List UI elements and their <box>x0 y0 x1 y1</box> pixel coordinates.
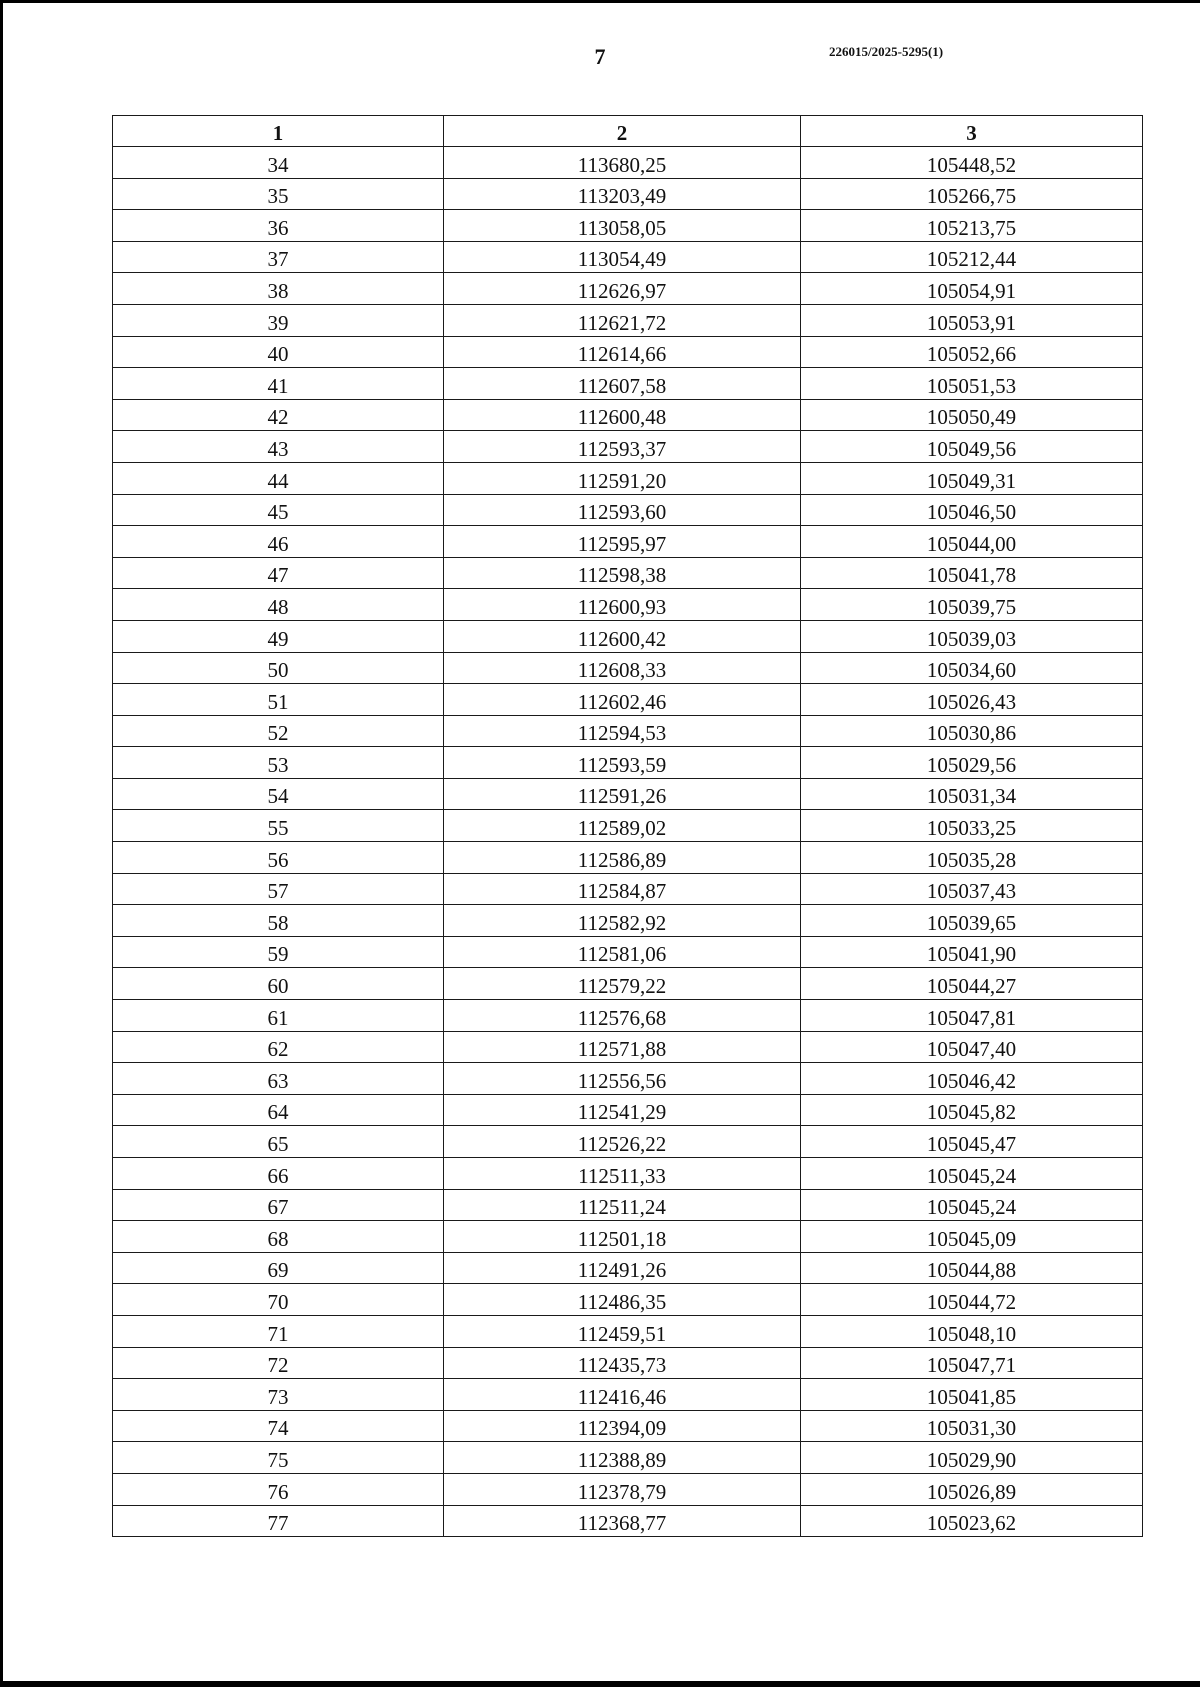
coordinate-x-cell: 113203,49 <box>444 178 801 210</box>
column-header-3: 3 <box>801 116 1143 147</box>
document-reference: 226015/2025-5295(1) <box>829 44 944 59</box>
table-row <box>113 336 1143 368</box>
coordinate-y-cell: 105051,53 <box>801 368 1143 400</box>
column-header-1: 1 <box>113 116 444 147</box>
coordinate-y-cell: 105047,71 <box>801 1347 1143 1379</box>
table-row <box>113 905 1143 937</box>
table-row <box>113 431 1143 463</box>
coordinate-x-cell: 112511,33 <box>444 1158 801 1190</box>
table-row <box>113 684 1143 716</box>
table-row <box>113 399 1143 431</box>
coordinate-y-cell: 105031,34 <box>801 778 1143 810</box>
table-row <box>113 589 1143 621</box>
table-row <box>113 1158 1143 1190</box>
point-number-cell: 61 <box>113 1000 444 1032</box>
coordinate-y-cell: 105047,40 <box>801 1031 1143 1063</box>
coordinate-x-cell: 112591,26 <box>444 778 801 810</box>
coordinate-y-cell: 105044,00 <box>801 526 1143 558</box>
table-row <box>113 526 1143 558</box>
point-number-cell: 41 <box>113 368 444 400</box>
table-row <box>113 1410 1143 1442</box>
table-row <box>113 1031 1143 1063</box>
coordinate-y-cell: 105035,28 <box>801 842 1143 874</box>
point-number-cell: 45 <box>113 494 444 526</box>
page-border-left <box>0 0 3 1687</box>
coordinate-x-cell: 112416,46 <box>444 1379 801 1411</box>
table-row <box>113 873 1143 905</box>
coordinate-x-cell: 112598,38 <box>444 557 801 589</box>
table-body <box>113 147 1143 1537</box>
coordinate-x-cell: 112602,46 <box>444 684 801 716</box>
coordinate-x-cell: 112571,88 <box>444 1031 801 1063</box>
point-number-cell: 59 <box>113 936 444 968</box>
table-row <box>113 462 1143 494</box>
coordinate-x-cell: 112582,92 <box>444 905 801 937</box>
coordinate-x-cell: 112607,58 <box>444 368 801 400</box>
table-row <box>113 747 1143 779</box>
coordinate-y-cell: 105048,10 <box>801 1315 1143 1347</box>
coordinate-x-cell: 112394,09 <box>444 1410 801 1442</box>
point-number-cell: 65 <box>113 1126 444 1158</box>
table-row <box>113 304 1143 336</box>
coordinate-x-cell: 113054,49 <box>444 241 801 273</box>
coordinate-y-cell: 105046,42 <box>801 1063 1143 1095</box>
point-number-cell: 57 <box>113 873 444 905</box>
point-number-cell: 70 <box>113 1284 444 1316</box>
coordinate-y-cell: 105213,75 <box>801 210 1143 242</box>
page-number: 7 <box>594 44 606 69</box>
coordinate-x-cell: 112593,37 <box>444 431 801 463</box>
coordinate-x-cell: 112378,79 <box>444 1473 801 1505</box>
coordinate-y-cell: 105050,49 <box>801 399 1143 431</box>
coordinate-x-cell: 112459,51 <box>444 1315 801 1347</box>
coordinate-x-cell: 112600,93 <box>444 589 801 621</box>
point-number-cell: 40 <box>113 336 444 368</box>
coordinate-y-cell: 105448,52 <box>801 147 1143 179</box>
point-number-cell: 69 <box>113 1252 444 1284</box>
coordinate-y-cell: 105266,75 <box>801 178 1143 210</box>
point-number-cell: 66 <box>113 1158 444 1190</box>
point-number-cell: 64 <box>113 1094 444 1126</box>
coordinate-y-cell: 105046,50 <box>801 494 1143 526</box>
table-row <box>113 1063 1143 1095</box>
coordinate-x-cell: 113058,05 <box>444 210 801 242</box>
table-row <box>113 494 1143 526</box>
table-row <box>113 1000 1143 1032</box>
table-row <box>113 241 1143 273</box>
coordinate-x-cell: 112600,48 <box>444 399 801 431</box>
coordinate-y-cell: 105029,56 <box>801 747 1143 779</box>
table-row <box>113 1284 1143 1316</box>
table-row <box>113 715 1143 747</box>
column-header-2: 2 <box>444 116 801 147</box>
coordinate-y-cell: 105026,43 <box>801 684 1143 716</box>
coordinate-y-cell: 105041,78 <box>801 557 1143 589</box>
coordinate-y-cell: 105039,65 <box>801 905 1143 937</box>
point-number-cell: 50 <box>113 652 444 684</box>
point-number-cell: 71 <box>113 1315 444 1347</box>
table-row <box>113 1126 1143 1158</box>
point-number-cell: 60 <box>113 968 444 1000</box>
coordinate-y-cell: 105052,66 <box>801 336 1143 368</box>
point-number-cell: 49 <box>113 620 444 652</box>
point-number-cell: 58 <box>113 905 444 937</box>
point-number-cell: 54 <box>113 778 444 810</box>
point-number-cell: 46 <box>113 526 444 558</box>
coordinate-x-cell: 112581,06 <box>444 936 801 968</box>
table-row <box>113 1252 1143 1284</box>
point-number-cell: 35 <box>113 178 444 210</box>
coordinate-y-cell: 105045,09 <box>801 1221 1143 1253</box>
point-number-cell: 73 <box>113 1379 444 1411</box>
coordinate-y-cell: 105045,47 <box>801 1126 1143 1158</box>
point-number-cell: 47 <box>113 557 444 589</box>
coordinate-y-cell: 105212,44 <box>801 241 1143 273</box>
point-number-cell: 75 <box>113 1442 444 1474</box>
coordinate-x-cell: 112600,42 <box>444 620 801 652</box>
table-header-row <box>113 116 1143 147</box>
coordinate-x-cell: 112486,35 <box>444 1284 801 1316</box>
table-row <box>113 557 1143 589</box>
coordinate-x-cell: 112388,89 <box>444 1442 801 1474</box>
coordinate-x-cell: 112591,20 <box>444 462 801 494</box>
point-number-cell: 76 <box>113 1473 444 1505</box>
point-number-cell: 72 <box>113 1347 444 1379</box>
coordinate-y-cell: 105034,60 <box>801 652 1143 684</box>
point-number-cell: 67 <box>113 1189 444 1221</box>
coordinate-y-cell: 105031,30 <box>801 1410 1143 1442</box>
coordinate-x-cell: 112593,59 <box>444 747 801 779</box>
coordinate-y-cell: 105029,90 <box>801 1442 1143 1474</box>
point-number-cell: 52 <box>113 715 444 747</box>
coordinate-y-cell: 105047,81 <box>801 1000 1143 1032</box>
coordinate-x-cell: 112595,97 <box>444 526 801 558</box>
coordinate-x-cell: 112621,72 <box>444 304 801 336</box>
coordinate-x-cell: 112576,68 <box>444 1000 801 1032</box>
page-border-top <box>0 0 1200 3</box>
table-row <box>113 368 1143 400</box>
table-row <box>113 778 1143 810</box>
coordinate-x-cell: 112511,24 <box>444 1189 801 1221</box>
coordinate-x-cell: 112579,22 <box>444 968 801 1000</box>
table-row <box>113 652 1143 684</box>
point-number-cell: 38 <box>113 273 444 305</box>
table-row <box>113 147 1143 179</box>
table-row <box>113 273 1143 305</box>
point-number-cell: 68 <box>113 1221 444 1253</box>
table-row <box>113 968 1143 1000</box>
point-number-cell: 51 <box>113 684 444 716</box>
table-row <box>113 178 1143 210</box>
coordinate-y-cell: 105049,56 <box>801 431 1143 463</box>
coordinate-x-cell: 112491,26 <box>444 1252 801 1284</box>
coordinate-x-cell: 112614,66 <box>444 336 801 368</box>
table-row <box>113 620 1143 652</box>
coordinate-y-cell: 105045,24 <box>801 1189 1143 1221</box>
coordinate-x-cell: 112526,22 <box>444 1126 801 1158</box>
coordinate-y-cell: 105045,24 <box>801 1158 1143 1190</box>
table-row <box>113 1442 1143 1474</box>
point-number-cell: 56 <box>113 842 444 874</box>
coordinates-table <box>112 115 1143 1537</box>
point-number-cell: 55 <box>113 810 444 842</box>
coordinate-x-cell: 112626,97 <box>444 273 801 305</box>
coordinate-x-cell: 112556,56 <box>444 1063 801 1095</box>
coordinate-y-cell: 105054,91 <box>801 273 1143 305</box>
coordinate-y-cell: 105041,90 <box>801 936 1143 968</box>
coordinate-x-cell: 112594,53 <box>444 715 801 747</box>
coordinate-x-cell: 112541,29 <box>444 1094 801 1126</box>
table-row <box>113 1505 1143 1537</box>
point-number-cell: 36 <box>113 210 444 242</box>
coordinate-x-cell: 113680,25 <box>444 147 801 179</box>
point-number-cell: 62 <box>113 1031 444 1063</box>
table-row <box>113 1189 1143 1221</box>
coordinate-y-cell: 105044,72 <box>801 1284 1143 1316</box>
table-row <box>113 1221 1143 1253</box>
coordinate-x-cell: 112584,87 <box>444 873 801 905</box>
coordinate-y-cell: 105023,62 <box>801 1505 1143 1537</box>
coordinate-y-cell: 105049,31 <box>801 462 1143 494</box>
coordinate-x-cell: 112586,89 <box>444 842 801 874</box>
point-number-cell: 53 <box>113 747 444 779</box>
coordinate-y-cell: 105044,88 <box>801 1252 1143 1284</box>
point-number-cell: 63 <box>113 1063 444 1095</box>
coordinate-y-cell: 105026,89 <box>801 1473 1143 1505</box>
point-number-cell: 43 <box>113 431 444 463</box>
coordinate-x-cell: 112501,18 <box>444 1221 801 1253</box>
page-border-bottom <box>0 1681 1200 1687</box>
coordinate-x-cell: 112608,33 <box>444 652 801 684</box>
coordinate-y-cell: 105053,91 <box>801 304 1143 336</box>
table-row <box>113 1315 1143 1347</box>
point-number-cell: 34 <box>113 147 444 179</box>
point-number-cell: 37 <box>113 241 444 273</box>
point-number-cell: 42 <box>113 399 444 431</box>
coordinate-y-cell: 105039,75 <box>801 589 1143 621</box>
coordinate-y-cell: 105039,03 <box>801 620 1143 652</box>
coordinate-y-cell: 105030,86 <box>801 715 1143 747</box>
table-row <box>113 842 1143 874</box>
point-number-cell: 44 <box>113 462 444 494</box>
table-row <box>113 810 1143 842</box>
point-number-cell: 48 <box>113 589 444 621</box>
coordinate-y-cell: 105045,82 <box>801 1094 1143 1126</box>
table-row <box>113 1379 1143 1411</box>
table-row <box>113 210 1143 242</box>
coordinate-y-cell: 105044,27 <box>801 968 1143 1000</box>
point-number-cell: 74 <box>113 1410 444 1442</box>
table-row <box>113 1094 1143 1126</box>
coordinate-y-cell: 105037,43 <box>801 873 1143 905</box>
table-row <box>113 936 1143 968</box>
point-number-cell: 39 <box>113 304 444 336</box>
coordinate-x-cell: 112589,02 <box>444 810 801 842</box>
table-row <box>113 1347 1143 1379</box>
coordinate-y-cell: 105041,85 <box>801 1379 1143 1411</box>
coordinate-x-cell: 112435,73 <box>444 1347 801 1379</box>
coordinate-y-cell: 105033,25 <box>801 810 1143 842</box>
coordinate-x-cell: 112368,77 <box>444 1505 801 1537</box>
point-number-cell: 77 <box>113 1505 444 1537</box>
table-row <box>113 1473 1143 1505</box>
coordinate-x-cell: 112593,60 <box>444 494 801 526</box>
